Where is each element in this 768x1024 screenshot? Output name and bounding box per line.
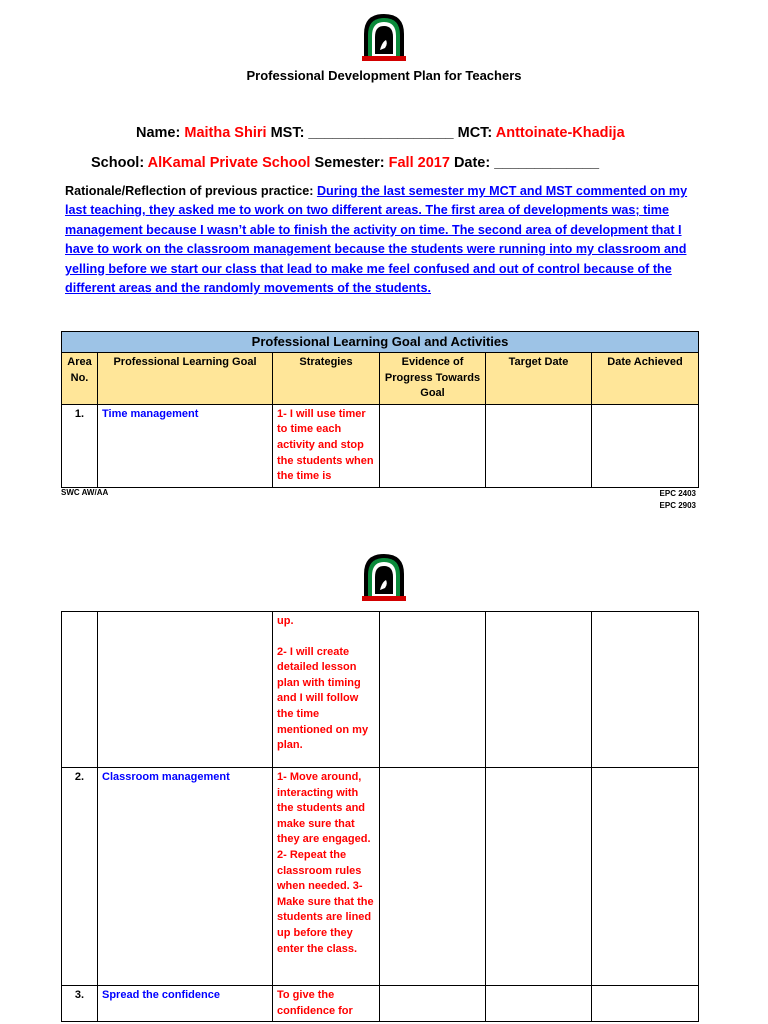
row-num: 3. — [62, 986, 98, 1022]
row-evidence — [380, 768, 486, 986]
header-date-achieved: Date Achieved — [592, 353, 699, 405]
header-area-no: Area No. — [62, 353, 98, 405]
footer-left: SWC AW/AA — [61, 488, 109, 497]
row-strategy — [273, 612, 380, 768]
row-evidence — [380, 612, 486, 768]
table-title: Professional Learning Goal and Activities — [62, 332, 699, 353]
header-strategies: Strategies — [273, 353, 380, 405]
row-evidence — [380, 404, 486, 487]
row-goal: Classroom management — [98, 768, 273, 986]
strategy-continuation: up. — [277, 615, 294, 627]
row-target-date — [486, 768, 592, 986]
semester-label: Semester: — [314, 155, 385, 171]
goals-table-page1 — [61, 331, 699, 488]
document-title: Professional Development Plan for Teachers — [246, 68, 522, 83]
table-row — [62, 404, 699, 487]
row-date-achieved — [592, 612, 699, 768]
rationale-text: During the last semester my MCT and MST commented on my last teaching, they asked me to work on two different areas. The first area of developments was; time management because I wasn’t able to finish the activity on time. The second area of development that I have to work on the classroom management because the students were running into my classroom and yelling before we start our class that lead to make me feel confused and out of control because of the different areas and the randomly movements of the students. — [65, 184, 688, 296]
name-line — [136, 125, 625, 141]
school-value: AlKamal Private School — [147, 155, 311, 171]
header-goal: Professional Learning Goal — [98, 353, 273, 405]
row-num: 2. — [62, 768, 98, 986]
footer-course-1: EPC 2403 — [659, 489, 696, 498]
goals-table-page2 — [61, 611, 699, 1022]
name-label: Name: — [136, 125, 181, 141]
strategy-item: 2- I will create detailed lesson plan with timing and I will follow the time mentioned on my plan. — [277, 645, 369, 752]
row-goal — [98, 612, 273, 768]
row-target-date — [486, 612, 592, 768]
table-row — [62, 986, 699, 1022]
table-row — [62, 612, 699, 768]
school-logo — [360, 552, 408, 602]
school-logo — [360, 12, 408, 62]
header-target-date: Target Date — [486, 353, 592, 405]
rationale-label: Rationale/Reflection of previous practice: — [65, 184, 314, 198]
row-evidence — [380, 986, 486, 1022]
table-row — [62, 768, 699, 986]
row-date-achieved — [592, 404, 699, 487]
school-line — [91, 155, 599, 171]
semester-value: Fall 2017 — [388, 155, 450, 171]
footer-course-2: EPC 2903 — [659, 501, 696, 510]
date-label: Date: _____________ — [453, 155, 600, 171]
row-strategy: 1- Move around, interacting with the students and make sure that they are engaged. 2- Repeat the classroom rules when needed. 3- Make sure that the students are lined up before they enter the class. — [273, 768, 380, 986]
header-evidence: Evidence of Progress Towards Goal — [380, 353, 486, 405]
row-date-achieved — [592, 768, 699, 986]
rationale-paragraph — [65, 182, 701, 298]
name-value: Maitha Shiri — [184, 125, 267, 141]
footer-right — [660, 488, 696, 512]
row-goal: Time management — [98, 404, 273, 487]
row-target-date — [486, 986, 592, 1022]
row-strategy: 1- I will use timer to time each activity and stop the students when the time is — [273, 404, 380, 487]
row-num: 1. — [62, 404, 98, 487]
mst-label: MST: __________________ — [270, 125, 454, 141]
row-goal: Spread the confidence — [98, 986, 273, 1022]
row-date-achieved — [592, 986, 699, 1022]
row-strategy: To give the confidence for — [273, 986, 380, 1022]
mct-label: MCT: — [457, 125, 493, 141]
row-num — [62, 612, 98, 768]
row-target-date — [486, 404, 592, 487]
school-label: School: — [91, 155, 145, 171]
mct-value: Anttoinate-Khadija — [495, 125, 625, 141]
